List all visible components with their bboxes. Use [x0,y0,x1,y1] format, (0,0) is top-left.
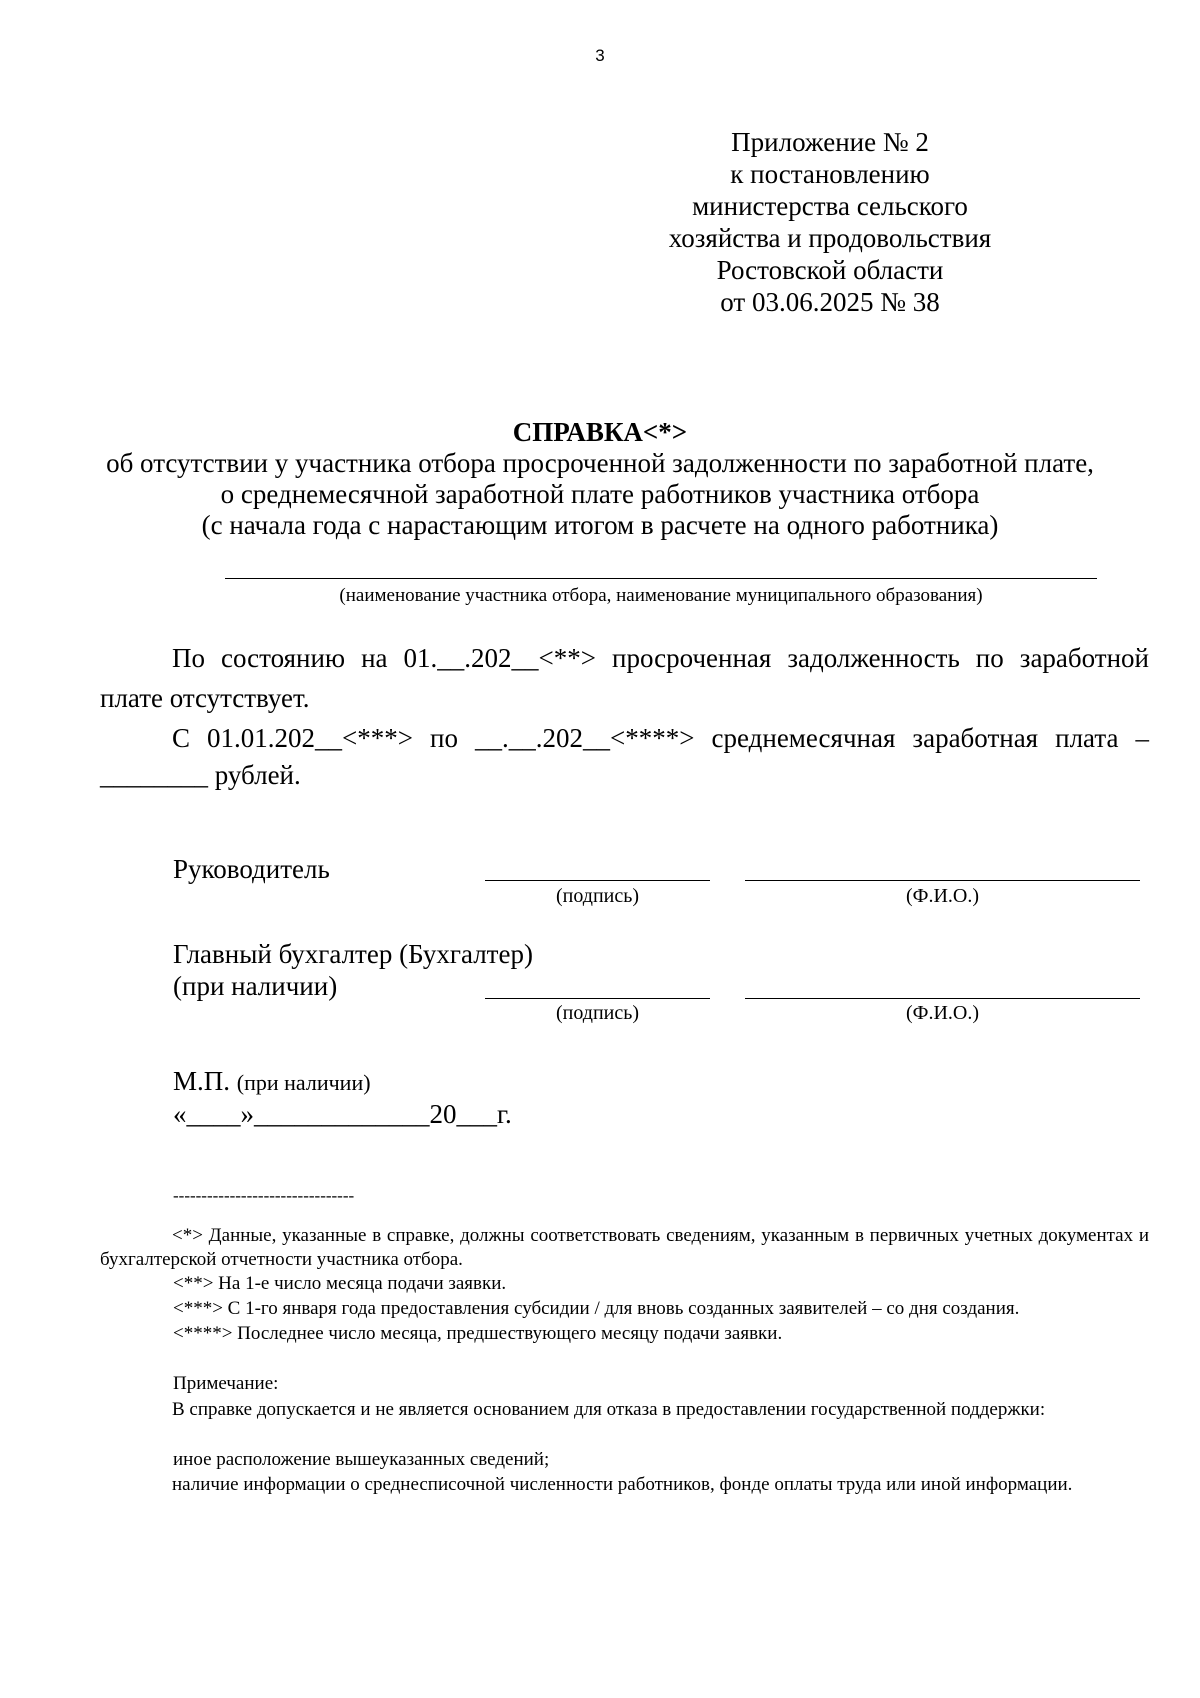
note-paragraph-2: иное расположение вышеуказанных сведений; [173,1449,550,1470]
stamp-place [173,1066,371,1097]
note-paragraph-3-text: наличие информации о среднесписочной численности работников, фонде оплаты труда или иной информации. [172,1474,1073,1495]
head-fio-caption: (Ф.И.О.) [905,885,979,907]
accountant-label: Главный бухгалтер (Бухгалтер) [173,939,533,969]
accountant-signature-line [485,998,710,999]
document-title: СПРАВКА<*> [512,417,688,447]
head-fio-line [745,880,1140,881]
appendix-header [510,126,1150,318]
note-paragraph-1 [100,1398,1149,1422]
accountant-fio-line [745,998,1140,999]
appendix-line: хозяйства и продовольствия [668,223,992,253]
salary-paragraph [100,718,1149,758]
accountant-fio-caption: (Ф.И.О.) [905,1002,979,1024]
footnote-1-text: <*> Данные, указанные в справке, должны соответствовать сведениям, указанным в первичных учетных документах и бухгалтерской отчетности участника отбора. [100,1225,1149,1270]
appendix-line: Приложение № 2 [731,127,929,157]
accountant-signature-caption: (подпись) [555,1002,640,1024]
salary-rubles: ________ рублей. [100,760,301,790]
footnote-4: <****> Последнее число месяца, предшествующего месяцу подачи заявки. [173,1323,783,1344]
footnote-3: <***> С 1-го января года предоставления субсидии / для вновь созданных заявителей – со дня создания. [173,1298,1020,1319]
debt-paragraph [100,638,1149,718]
note-paragraph-1-text: В справке допускается и не является основанием для отказа в предоставлении государственной поддержки: [172,1399,1046,1420]
head-signature-caption: (подпись) [555,885,640,907]
debt-text: По состоянию на 01.__.202__<**> просроченная задолженность по заработной плате отсутствует. [100,643,1149,713]
appendix-line: министерства сельского [692,191,968,221]
page-number: 3 [595,46,605,65]
stamp-note: (при наличии) [236,1070,371,1095]
subtitle-line: (с начала года с нарастающим итогом в расчете на одного работника) [201,510,999,540]
stamp-mp: М.П. [173,1066,231,1096]
subtitle-line: об отсутствии у участника отбора просроченной задолженности по заработной плате, [106,448,1094,478]
footnote-1 [100,1224,1149,1272]
footnote-2: <**> На 1-е число месяца подачи заявки. [173,1273,507,1294]
subtitle-line: о среднемесячной заработной плате работников участника отбора [220,479,980,509]
appendix-line: к постановлению [730,159,930,189]
head-signature-line [485,880,710,881]
note-heading: Примечание: [173,1373,279,1394]
date-line: «____»_____________20___г. [173,1099,512,1129]
note-paragraph-3 [100,1473,1149,1497]
salary-text: С 01.01.202__<***> по __.__.202__<****> среднемесячная заработная плата – [172,723,1149,753]
participant-name-line [225,578,1097,579]
accountant-label-note: (при наличии) [173,971,338,1001]
footnote-separator: -------------------------------- [173,1186,355,1205]
head-label: Руководитель [173,854,330,884]
appendix-line: от 03.06.2025 № 38 [720,287,940,317]
appendix-line: Ростовской области [716,255,944,285]
participant-name-caption: (наименование участника отбора, наименование муниципального образования) [339,585,983,606]
document-title-block [0,417,1200,541]
